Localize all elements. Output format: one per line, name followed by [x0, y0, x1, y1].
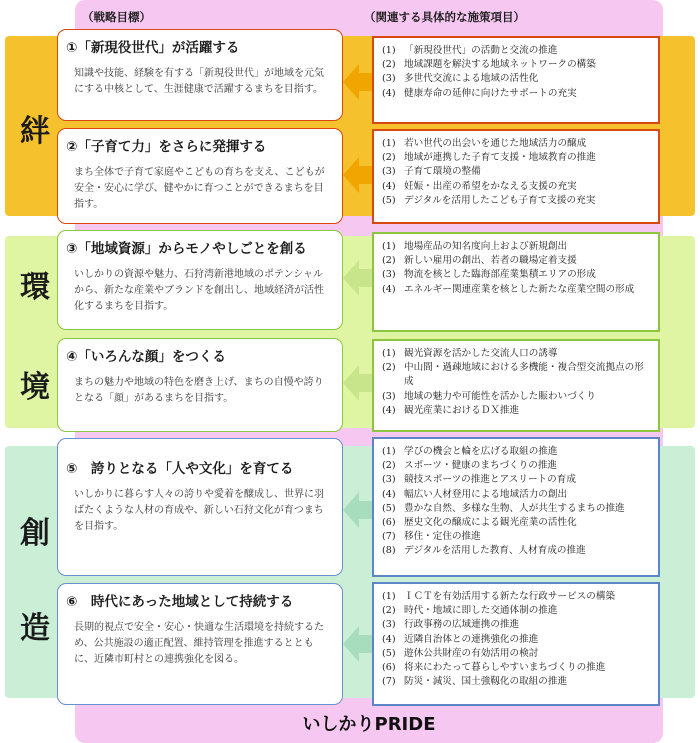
goal-6-title: ⑥ 時代にあった地域として持続する: [66, 594, 294, 610]
band-label-souzo-2: 造: [20, 611, 50, 646]
measure-item: (7) 防災・減災、国土強靱化の取組の推進: [382, 676, 568, 688]
measure-item: (3) 行政事務の広域連携の推進: [382, 619, 520, 631]
measure-item: (2) 地域課題を解決する地域ネットワークの構築: [382, 59, 596, 71]
measure-item: (2) スポーツ・健康のまちづくりの推進: [382, 460, 558, 472]
goal-5-box: [57, 438, 343, 576]
arrow-2-icon: [343, 155, 373, 195]
measures-3-box: [372, 232, 660, 332]
measure-item: (4) 幅広い人材登用による地域活力の創出: [382, 488, 568, 500]
goal-3-desc: いしかりの資源や魅力、石狩湾新港地域のポテンシャルから、新たな産業やブランドを創出し、地域経済が活性化するまちを目指す。: [74, 269, 324, 312]
arrow-4-icon: [343, 363, 373, 403]
measure-item: (1) 学びの機会と輪を広げる取組の推進: [382, 446, 558, 457]
band-label-kankyo-1: 環: [20, 270, 50, 305]
goal-5-desc: いしかりに暮らす人々の誇りや愛着を醸成し、世界に羽ばたくような人材の育成や、新しい石狩文化が育つまちを目指す。: [74, 489, 324, 532]
measure-item: (3) 物流を核とした臨海部産業集積エリアの形成: [382, 269, 596, 281]
measure-item: (6) 将来にわたって暮らしやすいまちづくりの推進: [382, 662, 606, 674]
goal-6-box: [57, 583, 343, 705]
measure-item: (4) 妊娠・出産の希望をかなえる支援の充実: [382, 180, 577, 192]
measures-6-box: [372, 582, 660, 706]
measure-item: (8) デジタルを活用した教育、人材育成の推進: [382, 545, 586, 557]
measure-item: (4) エネルギー関連産業を核とした新たな産業空間の形成: [382, 283, 635, 295]
goal-1-desc: 知識や技能、経験を有する「新現役世代」が地域を元気にする中核として、生涯健康で活躍するまちを目指す。: [74, 68, 324, 95]
measures-1-box: [372, 36, 660, 124]
measure-item: (1) 観光資源を活かした交流人口の誘導: [382, 348, 558, 359]
measure-item: (1) 「新現役世代」の活動と交流の推進: [382, 45, 558, 56]
band-label-kankyo-2: 境: [20, 370, 50, 405]
measure-item: (1) ＩＣＴを有効活用する新たな行政サービスの構築: [382, 591, 616, 602]
band-label-kizuna: 絆: [20, 114, 50, 149]
measure-item: (3) 多世代交流による地域の活性化: [382, 73, 539, 85]
measure-item: (4) 近隣自治体との連携強化の推進: [382, 633, 539, 645]
measure-item: (2) 時代・地域に即した交通体制の推進: [382, 605, 558, 617]
measure-item: (5) 遊休公共財産の有効活用の検討: [382, 647, 539, 659]
measures-2-box: [372, 129, 660, 224]
goal-4-title: ④「いろんな顔」をつくる: [66, 349, 226, 365]
measure-item: (5) 豊かな自然、多様な生物、人が共生するまちの推進: [382, 502, 625, 514]
related-measures-header: （関連する具体的な施策項目）: [364, 10, 525, 24]
measure-item: (5) デジタルを活用したこども子育て支援の充実: [382, 194, 596, 206]
goal-4-desc: まちの魅力や地域の特色を磨き上げ、まちの自慢や誇りとなる「顔」があるまちを目指す。: [74, 377, 324, 404]
goal-1-title: ①「新現役世代」が活躍する: [66, 40, 240, 56]
measure-item: (1) 地場産品の知名度向上および新規創出: [382, 241, 568, 252]
measure-item: (4) 健康寿命の延伸に向けたサポートの充実: [382, 87, 577, 99]
goal-4-box: [57, 338, 343, 432]
goal-5-title: ⑤ 誇りとなる「人や文化」を育てる: [66, 461, 294, 477]
measure-item: (2) 中山間・過疎地域における多機能・複合型交流拠点の形成: [382, 362, 644, 388]
measure-item: (3) 子育て環境の整備: [382, 166, 481, 178]
goal-2-desc: まち全体で子育て家庭やこどもの育ちを支え、こどもが安全・安心に学び、健やかに育つことができるまちを目指す。: [74, 167, 325, 210]
measures-5-box: [372, 437, 660, 577]
measure-item: (1) 若い世代の出会いを通じた地域活力の醸成: [382, 138, 587, 149]
measure-item: (2) 地域が連携した子育て支援・地域教育の推進: [382, 152, 596, 164]
measure-item: (3) 地域の魅力や可能性を活かした賑わいづくり: [382, 390, 596, 402]
ishikari-pride-footer: いしかりPRIDE: [302, 714, 436, 735]
goal-6-desc: 長期的視点で安全・安心・快適な生活環境を持続するため、公共施設の適正配置、維持管理を推進するとともに、近隣市町村との連携強化を図る。: [74, 622, 324, 665]
goal-2-title: ②「子育て力」をさらに発揮する: [66, 139, 267, 155]
arrow-1-icon: [343, 62, 373, 102]
goal-3-box: [57, 230, 343, 330]
goal-1-box: [57, 29, 343, 121]
measure-item: (7) 移住・定住の推進: [382, 531, 481, 543]
measure-item: (3) 競技スポーツの推進とアスリートの育成: [382, 474, 576, 486]
goal-3-title: ③「地域資源」からモノやしごとを創る: [66, 241, 307, 257]
arrow-6-icon: [343, 624, 373, 664]
arrow-3-icon: [343, 258, 373, 298]
measures-4-box: [372, 339, 660, 432]
measure-item: (6) 歴史文化の醸成による観光産業の活性化: [382, 517, 577, 529]
strategic-goals-header: （戦略目標）: [82, 10, 151, 24]
band-label-souzo-1: 創: [20, 516, 50, 551]
measure-item: (2) 新しい雇用の創出、若者の職場定着支援: [382, 255, 577, 267]
measure-item: (4) 観光産業におけるＤＸ推進: [382, 404, 520, 416]
goal-2-box: [57, 128, 343, 224]
arrow-5-icon: [343, 490, 373, 530]
